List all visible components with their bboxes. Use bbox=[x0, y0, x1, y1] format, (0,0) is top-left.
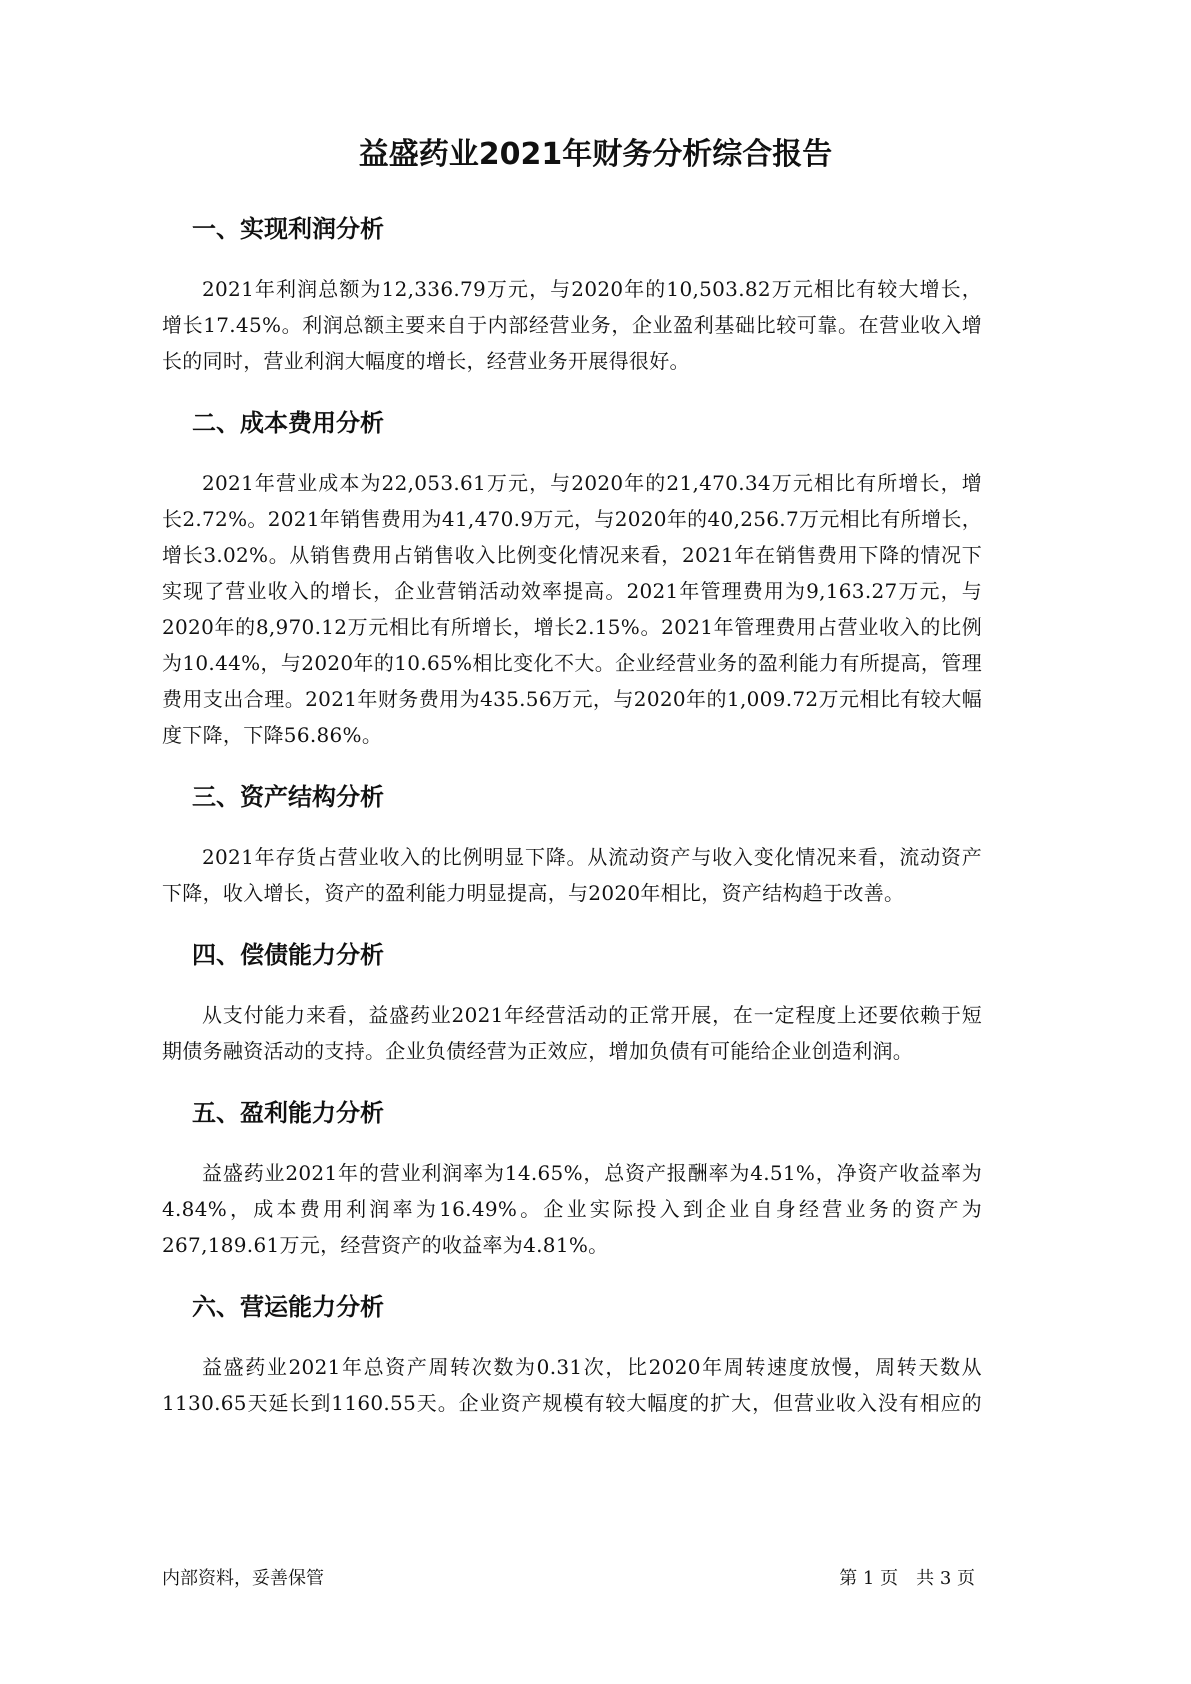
footer-confidential-note: 内部资料，妥善保管 bbox=[162, 1568, 324, 1589]
section-heading-profitability: 五、盈利能力分析 bbox=[192, 1099, 384, 1127]
page-number: 第 1 页 共 3 页 bbox=[839, 1568, 975, 1589]
section-body-operations: 益盛药业2021年总资产周转次数为0.31次，比2020年周转速度放慢，周转天数从1130.65天延长到1160.55天。企业资产规模有较大幅度的扩大，但营业收入没有相应的 bbox=[162, 1355, 982, 1415]
page-footer bbox=[162, 1564, 975, 1590]
section-heading-profit: 一、实现利润分析 bbox=[192, 215, 384, 243]
section-body-profit: 2021年利润总额为12,336.79万元，与2020年的10,503.82万元相比有较大增长，增长17.45%。利润总额主要来自于内部经营业务，企业盈利基础比较可靠。在营业收入增长的同时，营业利润大幅度的增长，经营业务开展得很好。 bbox=[162, 277, 982, 373]
section-body-cost: 2021年营业成本为22,053.61万元，与2020年的21,470.34万元相比有所增长，增长2.72%。2021年销售费用为41,470.9万元，与2020年的40,256.7万元相比有所增长，增长3.02%。从销售费用占销售收入比例变化情况来看，2021年在销售费用下降的情况下实现了营业收入的增长，企业营销活动效率提高。2021年管理费用为9,163.27万元，与2020年的8,970.12万元相比有所增长，增长2.15%。2021年管理费用占营业收入的比例为10.44%，与2020年的10.65%相比变化不大。企业经营业务的盈利能力有所提高，管理费用支出合理。2021年财务费用为435.56万元，与2020年的1,009.72万元相比有较大幅度下降，下降56.86%。 bbox=[162, 471, 982, 747]
section-body-assets: 2021年存货占营业收入的比例明显下降。从流动资产与收入变化情况来看，流动资产下降，收入增长，资产的盈利能力明显提高，与2020年相比，资产结构趋于改善。 bbox=[162, 845, 982, 905]
section-heading-solvency: 四、偿债能力分析 bbox=[192, 941, 384, 969]
section-body-solvency: 从支付能力来看，益盛药业2021年经营活动的正常开展，在一定程度上还要依赖于短期债务融资活动的支持。企业负债经营为正效应，增加负债有可能给企业创造利润。 bbox=[162, 1003, 982, 1063]
section-heading-operations: 六、营运能力分析 bbox=[192, 1293, 384, 1321]
section-body-profitability: 益盛药业2021年的营业利润率为14.65%，总资产报酬率为4.51%，净资产收益率为4.84%，成本费用利润率为16.49%。企业实际投入到企业自身经营业务的资产为267,189.61万元，经营资产的收益率为4.81%。 bbox=[162, 1161, 982, 1257]
report-content bbox=[162, 209, 982, 1445]
section-heading-assets: 三、资产结构分析 bbox=[192, 783, 384, 811]
section-heading-cost: 二、成本费用分析 bbox=[192, 409, 384, 437]
report-title: 益盛药业2021年财务分析综合报告 bbox=[358, 137, 833, 172]
